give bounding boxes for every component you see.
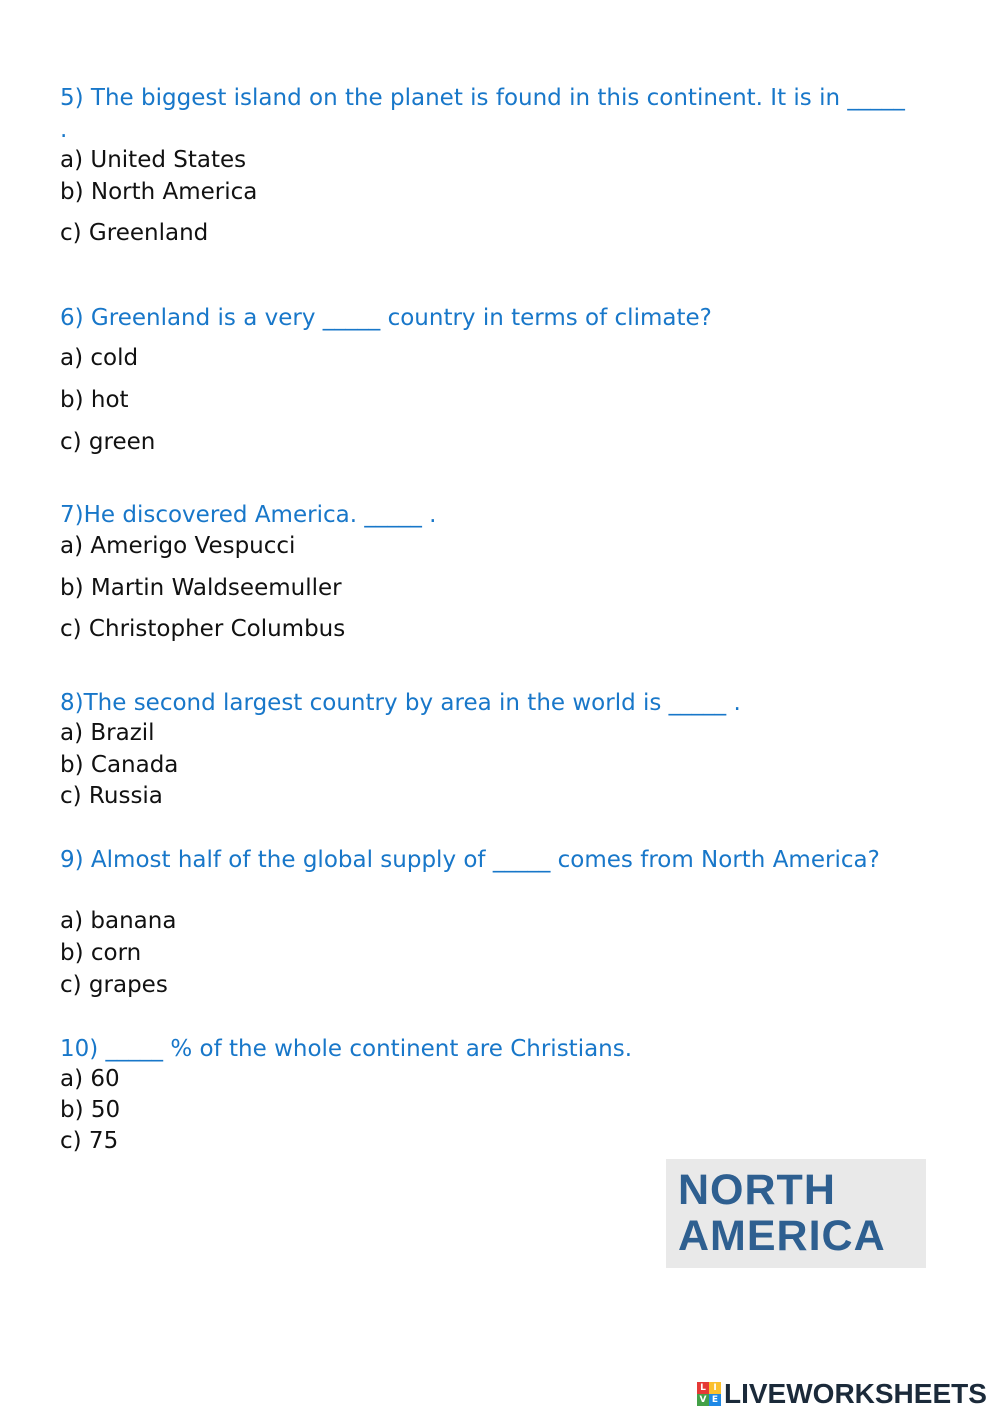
question-10: 10) _____ % of the whole continent are Christians.: [60, 1036, 633, 1062]
q10-option-c: c) 75: [60, 1128, 119, 1154]
logo-letter-l: L: [697, 1382, 709, 1394]
q9-option-c: c) grapes: [60, 972, 168, 998]
question-5: 5) The biggest island on the planet is found in this continent. It is in _____ .: [60, 85, 905, 143]
q5-option-c: c) Greenland: [60, 220, 209, 246]
q7-option-a: a) Amerigo Vespucci: [60, 533, 296, 559]
question-7: 7)He discovered America. _____ .: [60, 502, 437, 528]
q10-option-b: b) 50: [60, 1097, 121, 1123]
q5-option-a: a) United States: [60, 147, 247, 173]
question-9: 9) Almost half of the global supply of _____ comes from North America?: [60, 847, 880, 873]
liveworksheets-wordmark: LIVEWORKSHEETS: [724, 1378, 987, 1409]
north-america-line-1: NORTH: [678, 1166, 836, 1214]
liveworksheets-logo: [697, 1376, 987, 1412]
q10-option-a: a) 60: [60, 1066, 120, 1092]
q5-option-b: b) North America: [60, 179, 258, 205]
north-america-line-2: AMERICA: [678, 1212, 886, 1260]
q8-option-c: c) Russia: [60, 783, 163, 809]
q9-option-b: b) corn: [60, 940, 142, 966]
question-8: 8)The second largest country by area in the world is _____ .: [60, 690, 741, 716]
north-america-image: [666, 1159, 926, 1268]
liveworksheets-icon: [697, 1382, 721, 1406]
q6-option-c: c) green: [60, 429, 156, 455]
north-america-label: [678, 1167, 886, 1259]
q6-option-b: b) hot: [60, 387, 129, 413]
logo-letter-i: I: [709, 1382, 721, 1394]
q8-option-a: a) Brazil: [60, 720, 155, 746]
q9-option-a: a) banana: [60, 908, 177, 934]
logo-letter-e: E: [709, 1394, 721, 1406]
logo-letter-v: V: [697, 1394, 709, 1406]
question-6: 6) Greenland is a very _____ country in terms of climate?: [60, 305, 712, 331]
q8-option-b: b) Canada: [60, 752, 179, 778]
q7-option-b: b) Martin Waldseemuller: [60, 575, 342, 601]
q6-option-a: a) cold: [60, 345, 139, 371]
q7-option-c: c) Christopher Columbus: [60, 616, 346, 642]
